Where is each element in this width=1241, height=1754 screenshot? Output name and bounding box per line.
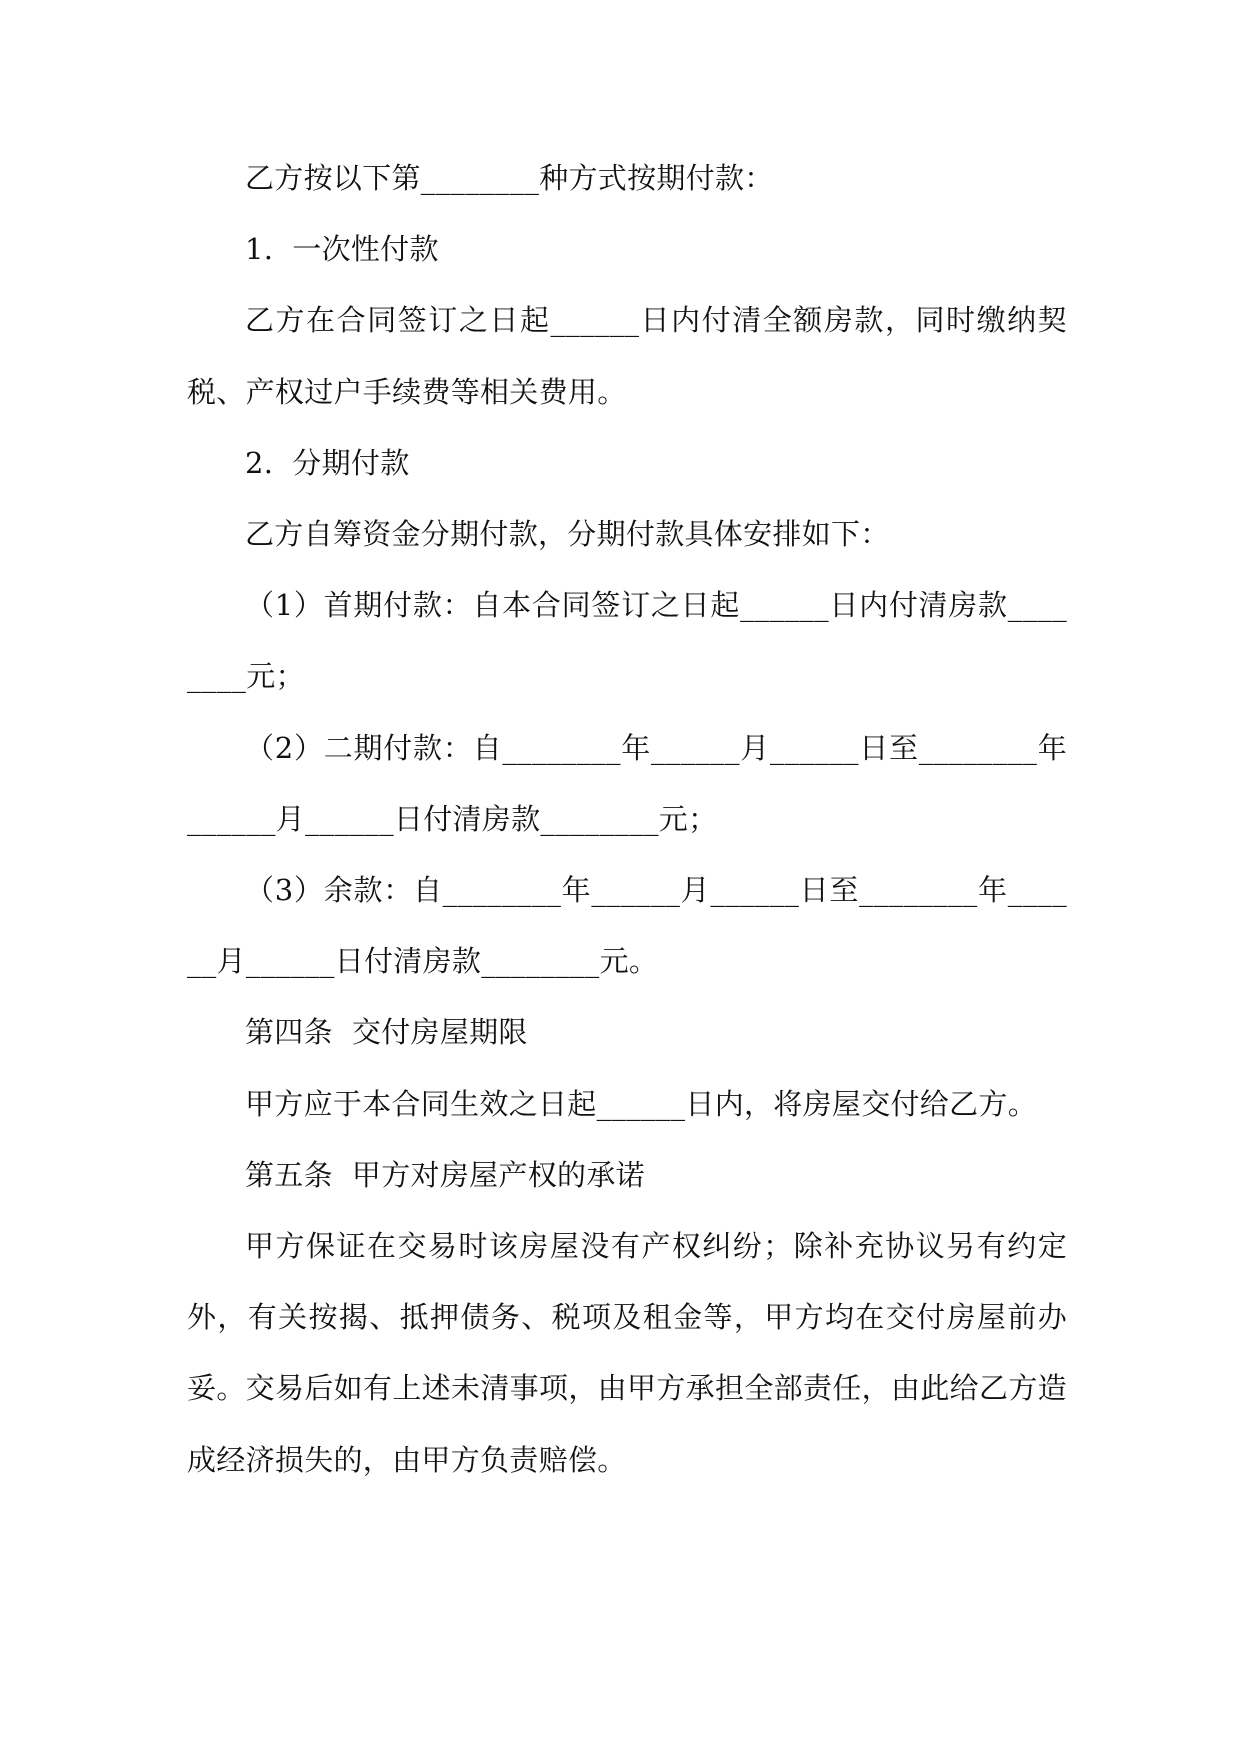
paragraph-installment-3: （3）余款：自________年______月______日至________年______月______日付清房款________元。 — [187, 873, 1067, 979]
paragraph-installment-intro: 乙方自筹资金分期付款，分期付款具体安排如下： — [245, 517, 890, 552]
paragraph-installment-1: （1）首期付款：自本合同签订之日起______日内付清房款________元； — [187, 588, 1067, 694]
paragraph-payment-method: 乙方按以下第________种方式按期付款： — [245, 161, 774, 195]
paragraph-article-5: 甲方保证在交易时该房屋没有产权纠纷；除补充协议另有约定外，有关按揭、抵押债务、税项及租金等，甲方均在交付房屋前办妥。交易后如有上述未清事项，由甲方承担全部责任，由此给乙方造成经济损失的，由甲方负责赔偿。 — [187, 1229, 1067, 1477]
document-body — [187, 143, 1067, 1496]
heading-article-4: 第四条 交付房屋期限 — [245, 1015, 528, 1050]
heading-one-time-payment: 1. 一次性付款 — [245, 232, 439, 267]
heading-installment-payment: 2. 分期付款 — [245, 445, 410, 480]
paragraph-one-time-payment: 乙方在合同签订之日起______日内付清全额房款，同时缴纳契税、产权过户手续费等相关费用。 — [187, 303, 1067, 409]
paragraph-installment-2: （2）二期付款：自________年______月______日至________年______月______日付清房款________元； — [187, 730, 1067, 836]
paragraph-article-4: 甲方应于本合同生效之日起______日内，将房屋交付给乙方。 — [245, 1086, 1038, 1121]
heading-article-5: 第五条 甲方对房屋产权的承诺 — [245, 1157, 645, 1192]
